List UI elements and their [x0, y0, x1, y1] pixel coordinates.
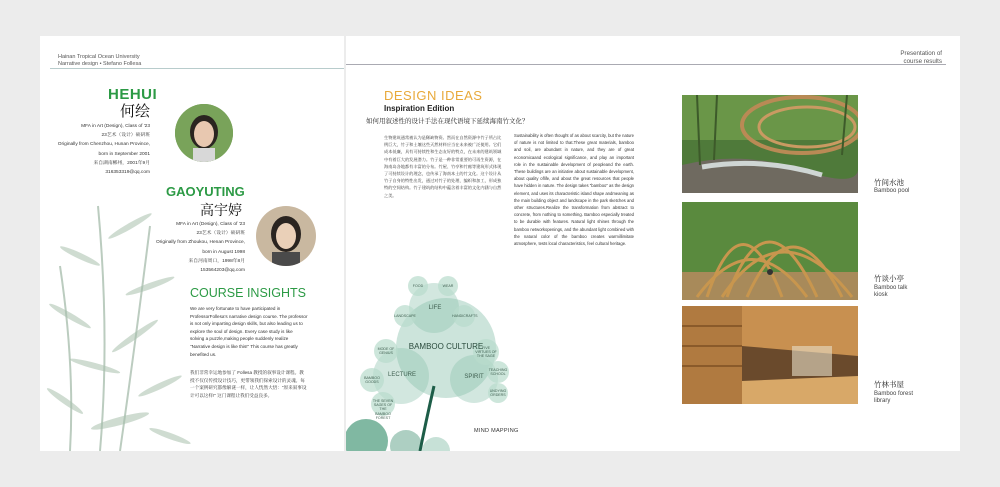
person1-name-en: HEHUI [108, 86, 158, 103]
left-header: Hainan Tropical Ocean University Narrative design • Stefano Follesa [58, 54, 142, 67]
mind-map-caption: MIND MAPPING [474, 428, 519, 434]
mind-label-seven-sages: THE SEVEN SAGES OF THE BAMBOO FOREST [372, 399, 394, 420]
person2-avatar [256, 206, 316, 266]
gallery1-en: Bamboo pool [874, 188, 910, 194]
person1-avatar [175, 104, 233, 162]
gallery3-en: Bamboo forest library [874, 391, 914, 404]
mind-label-handicrafts: HANDICRAFTS [452, 314, 478, 318]
header-rule-right [346, 64, 946, 65]
left-page [40, 36, 344, 451]
ideas-title: DESIGN IDEAS [384, 88, 483, 103]
photo-bamboo-pool [682, 95, 858, 193]
person2-name-cn: 高宇婷 [200, 202, 242, 218]
mind-label-wear: WEAR [442, 284, 454, 288]
gallery2-cn: 竹谈小亭 [874, 274, 904, 283]
mind-label-undying: UNDYING ORDERS [489, 389, 507, 398]
header-rule [50, 68, 344, 69]
mind-label-genius: MODE OF GENIUS [377, 347, 395, 356]
gallery1-cn: 竹间水池 [874, 178, 904, 187]
mind-label-teaching: TEACHING SCHOOL [488, 368, 508, 377]
insights-title: COURSE INSIGHTS [190, 286, 306, 300]
mind-label-center: BAMBOO CULTURE [408, 342, 484, 351]
mind-label-virtues: FIVE VIRTUES OF THE SAGE [475, 346, 497, 359]
ideas-cn-body: 生物建筑通常被认为是稀缺物资。然而在自然资源中竹子所占比例巨大，竹子和土壤这些天然材料应当在未来被广泛使用。它们成本低廉，具有可持续性和生态友好的特点，在未来的建筑领域中有着巨大的发展潜力。竹子是一种非常重要的可再生资源，在海南岛各地都有丰富的分布。竹屋、竹亭和竹廊等建筑形式体现了可持续设计的理念，也传承了海南本土的竹文化。这个设计从竹子自身的特性出发，通过对竹子的处理、编织和加工，形成独特的空间结构。竹子建筑的结构中蕴含着丰富的文化内涵与自然之美。 [384, 135, 502, 198]
mind-label-lecture: LECTURE [387, 372, 416, 378]
insights-en-text: We are very fortunate to have participated in ProfessorFollesa's narrative design course. The professor is not only imparting design skills, but also leading us to explore the soul of design. Every case study is like solving a puzzle,making people suddenly realize "Narrative design is like this!" This course has greatly benefited us. [190, 306, 308, 357]
mind-label-life: LIFE [428, 305, 442, 311]
ideas-en-body: Sustainability is often thought of as about scarcity, but the nature of nature is not limited to that.These great materials, bamboo and soil, are abundant in nature, and they are of great economicaand ecological significance, and play an important role in the sustainable development of peopleand the earth. These buildings are an initiative about sustainable development, about quality oflife, and about the great resources that people have hidden in nature. The design takes "bamboo" as the design element, and uses its characteristic island shape andmeaning as the main building object and landscape in the park sketches and other structures.Realize the transformation from abstract to concrete, from nothing to something. Bamboo especially treated to be durable with features. Natural light shines through the bamboo networkopenings, and the abundant light combined with the natural color of the bamboo creates warmillimitate atmosphere, tests local characteristics, feel cultural heritage. [514, 133, 634, 247]
insights-cn-text: 我们非常幸运地参加了 Follesa 教授的叙事设计课程。教授不仅仅传授设计技巧，更带领我们探索设计的灵魂。每一个案例研究都像解谜一样，让人恍然大悟："原来叙事设计可以这样!" 这门课程让我们受益良多。 [190, 370, 307, 398]
photo-bamboo-kiosk [682, 202, 858, 300]
mind-label-food: FOOD [412, 284, 424, 288]
mind-label-goods: BAMBOO GOODS [364, 376, 380, 385]
person2-details: MFA in Art (Design), Class of '23 23艺术（设计）硕研班 Originally from Zhoukou, Henan Province, born in August 1998 来自河南周口，1998年8月 153564203@qq.com [155, 222, 245, 274]
person1-name-cn: 何绘 [120, 103, 151, 120]
ideas-subtitle: Inspiration Edition [384, 104, 455, 113]
person2-name-en: GAOYUTING [166, 184, 245, 199]
mind-label-spirit: SPIRIT [464, 374, 484, 380]
gallery3-cn: 竹林书屋 [874, 380, 904, 389]
mind-label-landscape: LANDSCAPE [394, 314, 416, 318]
photo-bamboo-library [682, 306, 858, 404]
right-page [346, 36, 960, 451]
person1-details: MFA in Art (Design), Class of '23 23艺术（设计）硕研班 Originally from Chenzhou, Hunan Province, born in September 2001 来自湖南郴州，2001年9月 316353319@qq.com [57, 124, 150, 176]
ideas-question: 如何用叙述性的设计手法在现代语境下延续海南竹文化？ [366, 118, 529, 125]
right-header: Presentation of course results [900, 50, 942, 65]
gallery2-en: Bamboo talk kiosk [874, 285, 908, 298]
